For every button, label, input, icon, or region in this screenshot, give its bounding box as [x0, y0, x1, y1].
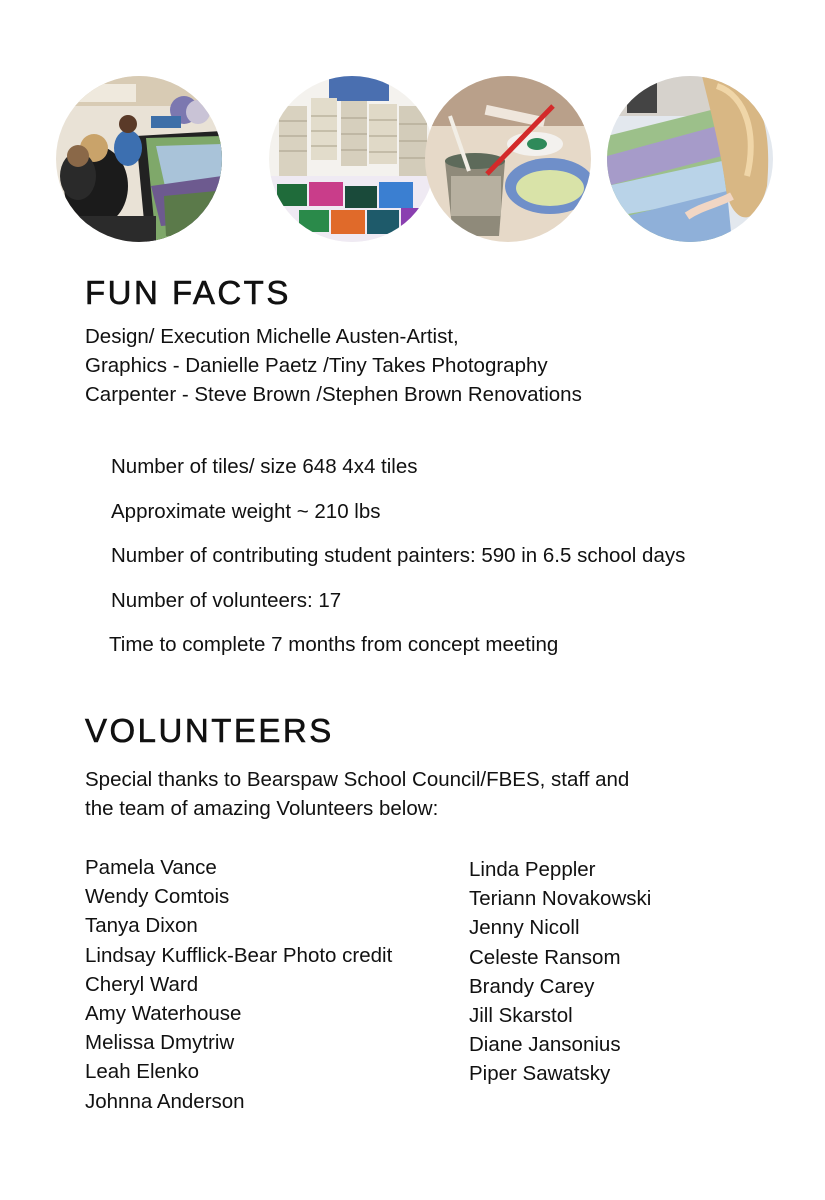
photo-stacked-tiles [269, 76, 435, 242]
fact-student-painters: Number of contributing student painters: 590 in 6.5 school days [111, 544, 686, 567]
fun-facts-heading: FUN FACTS [85, 274, 291, 311]
volunteer-name: Cheryl Ward [85, 972, 199, 996]
volunteer-name: Teriann Novakowski [469, 887, 652, 911]
volunteer-name: Johnna Anderson [85, 1089, 245, 1113]
photo-image [425, 76, 591, 242]
photo-strip [56, 76, 776, 242]
fact-volunteers-count: Number of volunteers: 17 [111, 589, 342, 612]
fact-tiles: Number of tiles/ size 648 4x4 tiles [111, 455, 418, 478]
volunteer-name: Celeste Ransom [469, 945, 621, 969]
credit-design: Design/ Execution Michelle Austen-Artist, [85, 325, 459, 348]
volunteer-name: Piper Sawatsky [469, 1062, 611, 1086]
volunteer-list-right [469, 855, 651, 1089]
thanks-line: Special thanks to Bearspaw School Council/FBES, staff and [85, 768, 630, 791]
photo-image [607, 76, 773, 242]
volunteer-name: Amy Waterhouse [85, 1002, 242, 1026]
volunteer-name: Pamela Vance [85, 856, 217, 879]
photo-image [269, 76, 435, 242]
fact-weight: Approximate weight ~ 210 lbs [111, 500, 381, 523]
photo-painting-tiles-closeup [607, 76, 773, 242]
photo-volunteers-assembling-mural [56, 76, 222, 242]
volunteer-name: Brandy Carey [469, 974, 595, 998]
credit-carpenter: Carpenter - Steve Brown /Stephen Brown Renovations [85, 383, 582, 406]
photo-image [56, 76, 222, 242]
volunteer-name: Lindsay Kufflick-Bear Photo credit [85, 943, 393, 967]
volunteer-name: Leah Elenko [85, 1060, 199, 1084]
volunteer-list-left [85, 853, 392, 1116]
volunteer-name: Jenny Nicoll [469, 916, 580, 940]
thanks-line: the team of amazing Volunteers below: [85, 797, 439, 820]
volunteers-heading: VOLUNTEERS [85, 712, 334, 749]
volunteer-name: Linda Peppler [469, 858, 596, 881]
volunteer-name: Wendy Comtois [85, 885, 230, 909]
thanks-paragraph [85, 765, 629, 823]
photo-paint-cup-brush [425, 76, 591, 242]
credits-list [85, 322, 582, 409]
volunteer-name: Tanya Dixon [85, 914, 198, 938]
volunteer-name: Melissa Dmytriw [85, 1031, 235, 1055]
fact-time-to-complete: Time to complete 7 months from concept meeting [109, 633, 559, 656]
credit-graphics: Graphics - Danielle Paetz /Tiny Takes Photography [85, 354, 548, 377]
volunteer-name: Diane Jansonius [469, 1033, 621, 1057]
volunteer-name: Jill Skarstol [469, 1004, 573, 1028]
